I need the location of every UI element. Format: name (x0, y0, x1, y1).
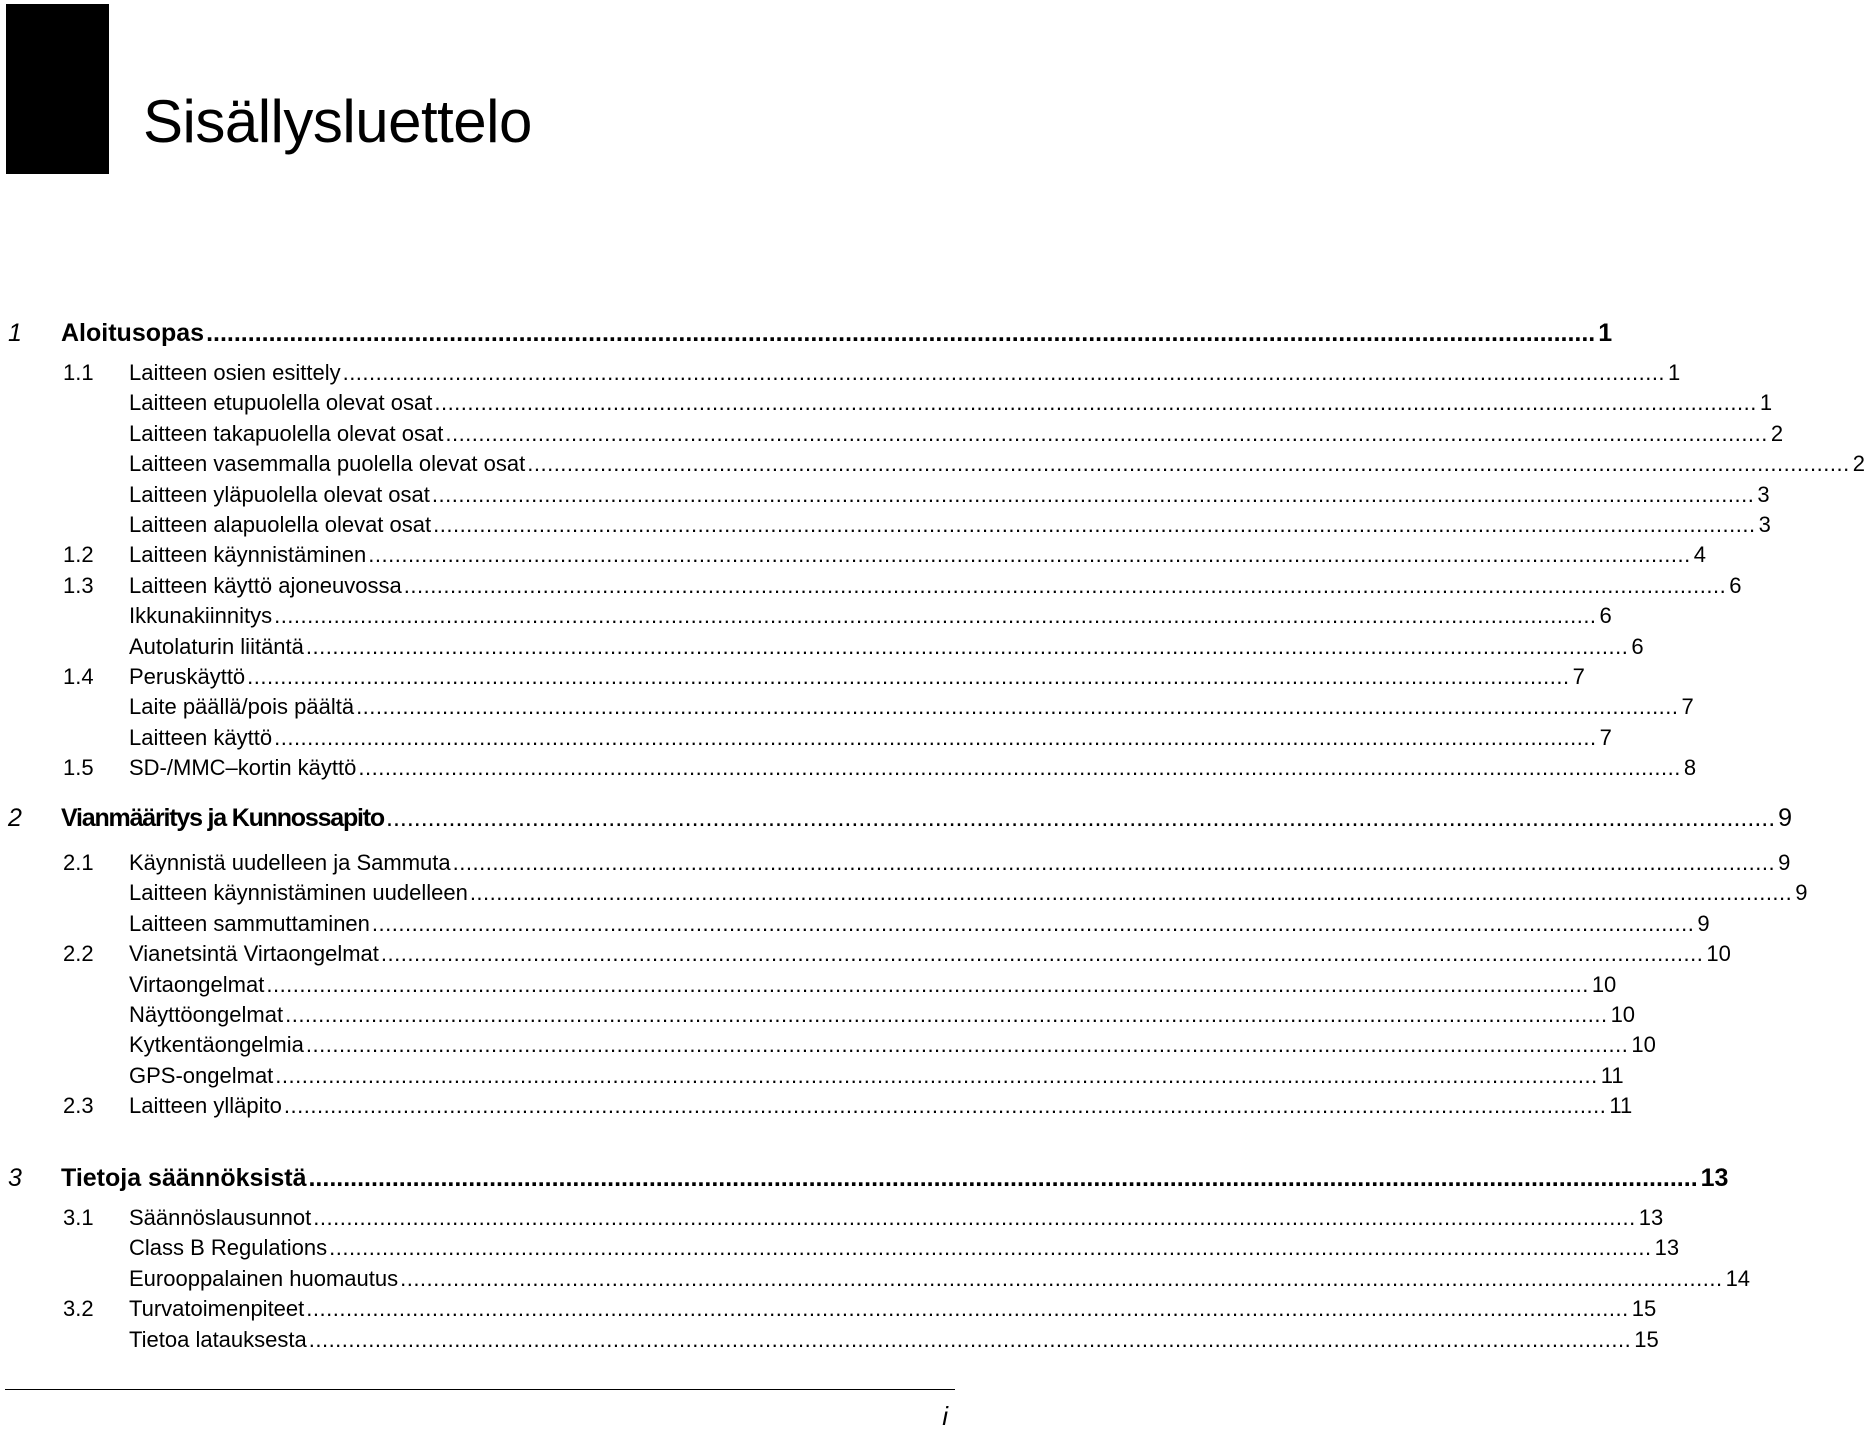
dot-leader: ........................................................................................................................................................................................................ (380, 941, 1704, 967)
dot-leader: ........................................................................................................................................................................................................ (283, 1093, 1607, 1119)
entry-title: Laitteen osien esittely (129, 360, 341, 385)
entry-line (129, 848, 1791, 878)
chapter-title: Vianmääritys ja Kunnossapito (61, 804, 384, 832)
section-number: 1.3 (63, 572, 94, 598)
dot-leader: ........................................................................................................................................................................................................ (274, 724, 1597, 750)
entry-line (129, 1325, 1659, 1355)
entry-line (129, 571, 1742, 601)
dot-leader: ........................................................................................................................................................................................................ (275, 1062, 1598, 1088)
dot-leader: ........................................................................................................................................................................................................ (285, 1002, 1608, 1027)
entry-title: Laitteen käyttö (129, 724, 273, 750)
section-number: 2.3 (63, 1093, 94, 1119)
toc-subsection[interactable] (0, 1000, 1636, 1030)
entry-title: Autolaturin liitäntä (129, 633, 304, 659)
section-number: 1.1 (63, 360, 94, 385)
dot-leader: ........................................................................................................................................................................................................ (266, 971, 1589, 997)
dot-leader: ........................................................................................................................................................................................................ (368, 542, 1691, 568)
entry-page-number: 15 (1634, 1326, 1659, 1352)
entry-line (129, 692, 1694, 722)
entry-line (129, 878, 1808, 908)
toc-subsection[interactable] (0, 692, 1694, 722)
dot-leader: ........................................................................................................................................................................................................ (400, 1265, 1723, 1291)
dot-leader: ........................................................................................................................................................................................................ (305, 1032, 1629, 1058)
dot-leader: ........................................................................................................................................................................................................ (342, 360, 1666, 385)
toc-subsection[interactable] (0, 1264, 1751, 1294)
dot-leader: ........................................................................................................................................................................................................ (306, 1296, 1629, 1322)
entry-title: Kytkentäongelmia (129, 1032, 304, 1058)
entry-line (129, 1000, 1636, 1030)
entry-page-number: 10 (1706, 941, 1731, 967)
entry-page-number: 1 (1759, 390, 1773, 416)
entry-line (129, 358, 1681, 388)
entry-title: Käynnistä uudelleen ja Sammuta (129, 850, 451, 875)
toc-subsection[interactable] (0, 1061, 1624, 1091)
toc-subsection[interactable] (0, 449, 1865, 479)
footer-divider (5, 1389, 955, 1390)
entry-page-number: 10 (1631, 1032, 1656, 1058)
page-title: Sisällysluettelo (143, 88, 532, 155)
entry-page-number: 13 (1638, 1205, 1664, 1230)
chapter-number: 1 (8, 319, 22, 347)
toc-section[interactable] (0, 1091, 1633, 1121)
chapter-title: Aloitusopas (61, 319, 205, 347)
section-number: 3.1 (63, 1205, 94, 1230)
toc-subsection[interactable] (0, 632, 1644, 662)
entry-line (129, 753, 1697, 783)
dot-leader: ........................................................................................................................................................................................................ (206, 319, 1596, 347)
entry-title: Virtaongelmat (129, 971, 265, 997)
section-number: 2.2 (63, 941, 94, 967)
entry-title: Säännöslausunnot (129, 1205, 312, 1230)
entry-title: Class B Regulations (129, 1235, 328, 1261)
dot-leader: ........................................................................................................................................................................................................ (358, 755, 1681, 781)
dot-leader: ........................................................................................................................................................................................................ (305, 633, 1629, 659)
dot-leader: ........................................................................................................................................................................................................ (386, 804, 1776, 832)
dot-leader: ........................................................................................................................................................................................................ (434, 390, 1757, 416)
entry-page-number: 9 (1697, 910, 1710, 936)
entry-page-number: 10 (1591, 971, 1617, 997)
entry-page-number: 9 (1795, 880, 1808, 906)
toc-section[interactable] (0, 753, 1697, 783)
entry-line (129, 510, 1771, 540)
entry-line (129, 1203, 1664, 1233)
entry-page-number: 2 (1852, 451, 1865, 477)
entry-line (129, 909, 1710, 939)
toc-section[interactable] (0, 358, 1681, 388)
chapter-page-number: 13 (1700, 1164, 1729, 1192)
entry-page-number: 6 (1631, 633, 1644, 659)
entry-line (129, 480, 1770, 510)
entry-line (129, 662, 1585, 692)
dot-leader: ........................................................................................................................................................................................................ (403, 572, 1727, 598)
entry-line (129, 1294, 1657, 1324)
toc-subsection[interactable] (0, 1325, 1659, 1355)
toc-subsection[interactable] (0, 388, 1773, 418)
entry-title: Ikkunakiinnitys (129, 603, 273, 629)
entry-page-number: 11 (1609, 1093, 1633, 1119)
entry-page-number: 13 (1654, 1235, 1680, 1261)
entry-title: Eurooppalainen huomautus (129, 1265, 399, 1291)
entry-title: Laitteen ylläpito (129, 1093, 282, 1119)
chapter-page-number: 9 (1778, 804, 1793, 832)
toc-section[interactable] (0, 571, 1742, 601)
toc-subsection[interactable] (0, 1030, 1656, 1060)
entry-title: Laitteen sammuttaminen (129, 910, 370, 936)
entry-line (129, 1030, 1656, 1060)
section-number: 1.2 (63, 542, 94, 568)
toc-subsection[interactable] (0, 1233, 1680, 1263)
toc-subsection[interactable] (0, 601, 1612, 631)
entry-title: Laitteen vasemmalla puolella olevat osat (129, 451, 526, 477)
entry-title: Laitteen takapuolella olevat osat (129, 420, 444, 446)
entry-line (129, 1233, 1680, 1263)
chapter-number: 3 (8, 1164, 22, 1192)
toc-subsection[interactable] (0, 878, 1808, 908)
entry-page-number: 2 (1770, 420, 1784, 446)
entry-title: Tietoa latauksesta (129, 1326, 307, 1352)
dot-leader: ........................................................................................................................................................................................................ (433, 512, 1756, 537)
toc-chapter-1[interactable] (0, 318, 1613, 348)
entry-page-number: 7 (1681, 694, 1694, 720)
dot-leader: ........................................................................................................................................................................................................ (431, 481, 1755, 507)
dot-leader: ........................................................................................................................................................................................................ (452, 850, 1776, 875)
entry-page-number: 15 (1631, 1296, 1657, 1322)
entry-title: Laitteen alapuolella olevat osat (129, 512, 432, 537)
entry-page-number: 1 (1668, 360, 1681, 385)
section-number: 2.1 (63, 850, 94, 875)
toc-subsection[interactable] (0, 970, 1617, 1000)
toc-section[interactable] (0, 1203, 1664, 1233)
entry-line (129, 939, 1731, 969)
entry-line (129, 449, 1865, 479)
entry-line (129, 601, 1612, 631)
entry-page-number: 6 (1599, 603, 1612, 629)
dot-leader: ........................................................................................................................................................................................................ (313, 1205, 1636, 1230)
dot-leader: ........................................................................................................................................................................................................ (308, 1326, 1632, 1352)
entry-title: Peruskäyttö (129, 664, 246, 689)
entry-line (129, 632, 1644, 662)
entry-title: Turvatoimenpiteet (129, 1296, 305, 1322)
entry-title: Vianetsintä Virtaongelmat (129, 941, 379, 967)
entry-line (129, 419, 1784, 449)
entry-title: GPS-ongelmat (129, 1062, 274, 1088)
chapter-title: Tietoja säännöksistä (61, 1164, 307, 1192)
entry-line (129, 1061, 1624, 1091)
toc-subsection[interactable] (0, 510, 1771, 540)
entry-title: Laite päällä/pois päältä (129, 694, 355, 720)
dot-leader: ........................................................................................................................................................................................................ (247, 664, 1570, 689)
entry-line (129, 1091, 1633, 1121)
toc-chapter-2[interactable] (0, 803, 1793, 833)
entry-line (129, 723, 1612, 753)
entry-line (129, 540, 1706, 570)
dot-leader: ........................................................................................................................................................................................................ (329, 1235, 1652, 1261)
chapter-line (61, 318, 1613, 348)
section-number: 1.4 (63, 664, 94, 689)
chapter-page-number: 1 (1598, 319, 1613, 347)
entry-page-number: 14 (1725, 1265, 1751, 1291)
chapter-line (61, 1163, 1729, 1193)
toc-subsection[interactable] (0, 909, 1710, 939)
entry-title: Laitteen etupuolella olevat osat (129, 390, 433, 416)
toc-subsection[interactable] (0, 480, 1770, 510)
dot-leader: ........................................................................................................................................................................................................ (469, 880, 1793, 906)
toc-section[interactable] (0, 848, 1791, 878)
toc-section[interactable] (0, 662, 1585, 692)
entry-page-number: 10 (1610, 1002, 1636, 1027)
entry-line (129, 1264, 1751, 1294)
toc-section[interactable] (0, 540, 1706, 570)
page-number: i (942, 1401, 948, 1431)
entry-page-number: 6 (1729, 572, 1742, 598)
entry-title: Laitteen yläpuolella olevat osat (129, 481, 430, 507)
section-number: 1.5 (63, 755, 94, 781)
toc-subsection[interactable] (0, 419, 1784, 449)
chapter-line (61, 803, 1793, 833)
dot-leader: ........................................................................................................................................................................................................ (371, 910, 1695, 936)
entry-page-number: 7 (1572, 664, 1585, 689)
entry-line (129, 970, 1617, 1000)
dot-leader: ........................................................................................................................................................................................................ (356, 694, 1679, 720)
entry-page-number: 3 (1757, 481, 1770, 507)
dot-leader: ........................................................................................................................................................................................................ (445, 420, 1768, 446)
toc-section[interactable] (0, 1294, 1657, 1324)
entry-page-number: 8 (1683, 755, 1697, 781)
entry-page-number: 7 (1599, 724, 1612, 750)
entry-page-number: 11 (1600, 1062, 1624, 1088)
entry-page-number: 9 (1778, 850, 1791, 875)
entry-title: Näyttöongelmat (129, 1002, 284, 1027)
entry-title: Laitteen käyttö ajoneuvossa (129, 572, 402, 598)
section-number: 3.2 (63, 1296, 94, 1322)
entry-line (129, 388, 1773, 418)
toc-chapter-3[interactable] (0, 1163, 1729, 1193)
toc-subsection[interactable] (0, 723, 1612, 753)
dot-leader: ........................................................................................................................................................................................................ (274, 603, 1597, 629)
entry-page-number: 4 (1693, 542, 1706, 568)
dot-leader: ........................................................................................................................................................................................................ (308, 1164, 1698, 1192)
chapter-number: 2 (8, 804, 22, 832)
toc-section[interactable] (0, 939, 1731, 969)
dot-leader: ........................................................................................................................................................................................................ (527, 451, 1850, 477)
chapter-tab-block (6, 4, 109, 174)
entry-title: Laitteen käynnistäminen (129, 542, 367, 568)
entry-title: Laitteen käynnistäminen uudelleen (129, 880, 468, 906)
entry-page-number: 3 (1758, 512, 1771, 537)
entry-title: SD-/MMC–kortin käyttö (129, 755, 357, 781)
